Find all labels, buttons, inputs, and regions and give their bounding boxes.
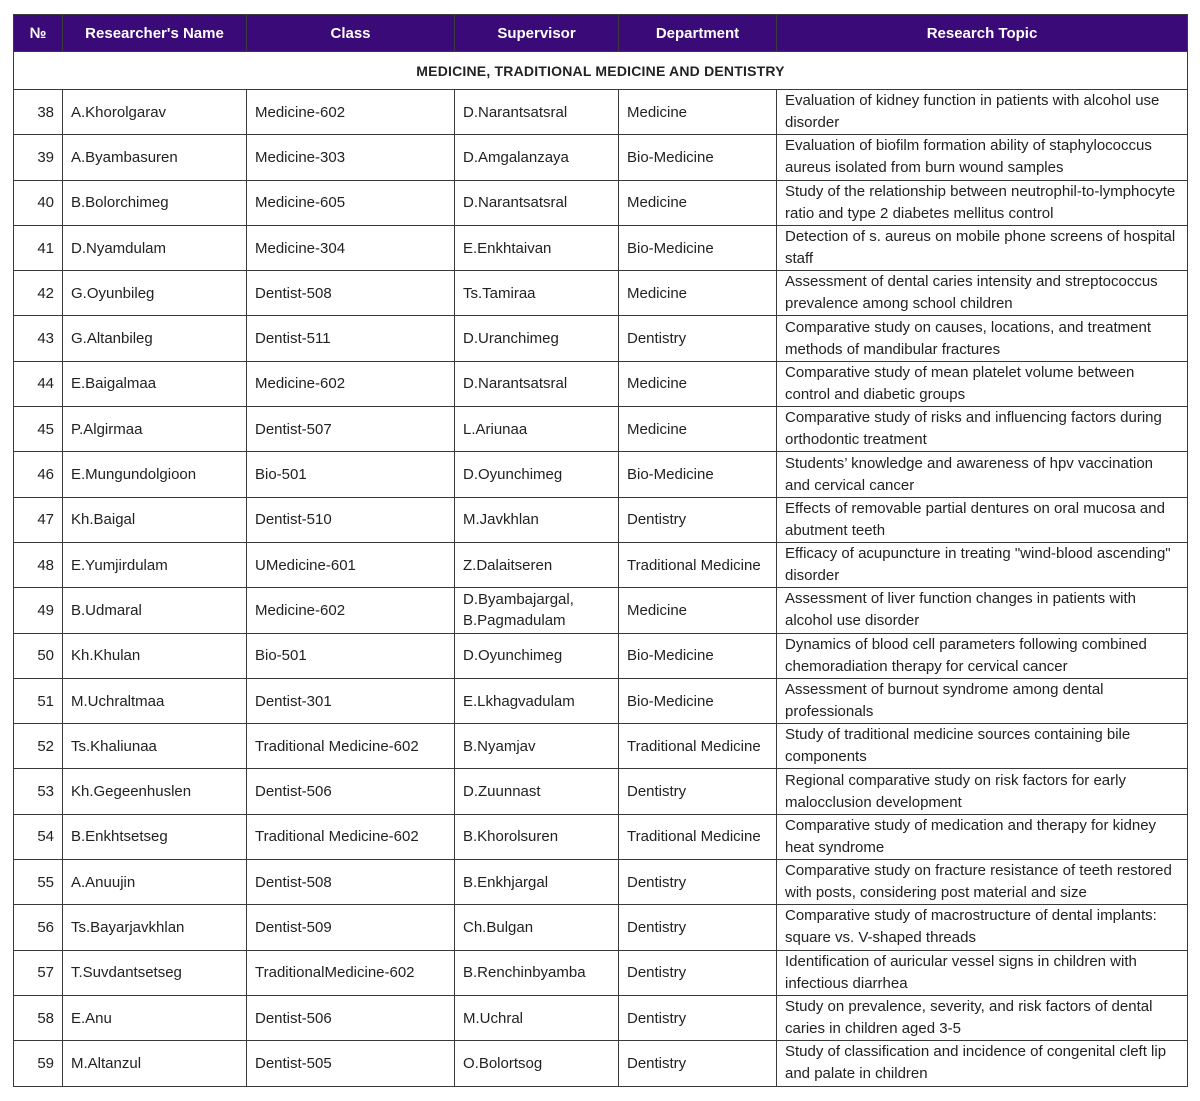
cell-research-topic: Comparative study of macrostructure of dental implants: square vs. V-shaped threads [777,905,1188,950]
cell-researcher-name: Ts.Bayarjavkhlan [63,905,247,950]
cell-research-topic: Detection of s. aureus on mobile phone screens of hospital staff [777,225,1188,270]
table-row [14,995,1188,1040]
cell-class: Medicine-602 [247,361,455,406]
section-title: MEDICINE, TRADITIONAL MEDICINE AND DENTISTRY [14,52,1188,90]
cell-research-topic: Students’ knowledge and awareness of hpv vaccination and cervical cancer [777,452,1188,497]
cell-class: Medicine-602 [247,90,455,135]
table-row [14,860,1188,905]
cell-number: 59 [14,1041,63,1086]
cell-researcher-name: D.Nyamdulam [63,225,247,270]
table-row [14,90,1188,135]
cell-department: Bio-Medicine [619,135,777,180]
cell-researcher-name: Kh.Khulan [63,633,247,678]
cell-department: Bio-Medicine [619,678,777,723]
cell-researcher-name: G.Oyunbileg [63,271,247,316]
cell-department: Bio-Medicine [619,633,777,678]
cell-research-topic: Study of traditional medicine sources containing bile components [777,724,1188,769]
cell-researcher-name: B.Bolorchimeg [63,180,247,225]
cell-researcher-name: G.Altanbileg [63,316,247,361]
table-body [14,52,1188,1087]
cell-department: Dentistry [619,497,777,542]
cell-research-topic: Study on prevalence, severity, and risk factors of dental caries in children aged 3-5 [777,995,1188,1040]
cell-class: Bio-501 [247,633,455,678]
cell-researcher-name: M.Altanzul [63,1041,247,1086]
cell-class: Medicine-304 [247,225,455,270]
cell-research-topic: Regional comparative study on risk factors for early malocclusion development [777,769,1188,814]
cell-supervisor: B.Khorolsuren [455,814,619,859]
cell-supervisor: D.Byambajargal, B.Pagmadulam [455,588,619,633]
cell-supervisor: D.Oyunchimeg [455,452,619,497]
table-row [14,724,1188,769]
cell-researcher-name: Ts.Khaliunaa [63,724,247,769]
cell-supervisor: Ts.Tamiraa [455,271,619,316]
cell-researcher-name: B.Udmaral [63,588,247,633]
cell-research-topic: Efficacy of acupuncture in treating "wind-blood ascending" disorder [777,542,1188,587]
cell-class: Medicine-602 [247,588,455,633]
table-row [14,225,1188,270]
cell-supervisor: L.Ariunaa [455,407,619,452]
cell-research-topic: Assessment of dental caries intensity and streptococcus prevalence among school children [777,271,1188,316]
cell-researcher-name: E.Baigalmaa [63,361,247,406]
table-row [14,316,1188,361]
cell-department: Medicine [619,180,777,225]
cell-supervisor: D.Uranchimeg [455,316,619,361]
cell-department: Dentistry [619,860,777,905]
cell-number: 58 [14,995,63,1040]
cell-number: 56 [14,905,63,950]
header-researcher-name: Researcher's Name [63,15,247,52]
cell-researcher-name: A.Khorolgarav [63,90,247,135]
cell-number: 53 [14,769,63,814]
cell-number: 39 [14,135,63,180]
cell-number: 50 [14,633,63,678]
cell-department: Dentistry [619,1041,777,1086]
cell-researcher-name: M.Uchraltmaa [63,678,247,723]
cell-number: 47 [14,497,63,542]
cell-supervisor: D.Narantsatsral [455,361,619,406]
cell-research-topic: Identification of auricular vessel signs in children with infectious diarrhea [777,950,1188,995]
cell-class: Dentist-509 [247,905,455,950]
cell-department: Medicine [619,588,777,633]
header-research-topic: Research Topic [777,15,1188,52]
table-row [14,361,1188,406]
cell-number: 48 [14,542,63,587]
cell-supervisor: D.Narantsatsral [455,90,619,135]
header-supervisor: Supervisor [455,15,619,52]
cell-number: 40 [14,180,63,225]
cell-department: Bio-Medicine [619,452,777,497]
cell-department: Medicine [619,361,777,406]
cell-supervisor: Z.Dalaitseren [455,542,619,587]
cell-class: Dentist-508 [247,860,455,905]
cell-researcher-name: A.Anuujin [63,860,247,905]
cell-class: Traditional Medicine-602 [247,724,455,769]
cell-research-topic: Comparative study of mean platelet volume between control and diabetic groups [777,361,1188,406]
research-table [13,14,1188,1087]
cell-supervisor: Ch.Bulgan [455,905,619,950]
cell-number: 49 [14,588,63,633]
cell-number: 41 [14,225,63,270]
table-row [14,588,1188,633]
cell-number: 55 [14,860,63,905]
cell-supervisor: B.Nyamjav [455,724,619,769]
cell-class: Dentist-510 [247,497,455,542]
cell-class: Dentist-301 [247,678,455,723]
table-row [14,542,1188,587]
cell-supervisor: D.Narantsatsral [455,180,619,225]
header-class: Class [247,15,455,52]
cell-supervisor: E.Lkhagvadulam [455,678,619,723]
cell-research-topic: Assessment of liver function changes in patients with alcohol use disorder [777,588,1188,633]
table-row [14,950,1188,995]
cell-researcher-name: Kh.Gegeenhuslen [63,769,247,814]
cell-supervisor: B.Enkhjargal [455,860,619,905]
cell-class: Medicine-303 [247,135,455,180]
cell-research-topic: Comparative study of medication and therapy for kidney heat syndrome [777,814,1188,859]
cell-department: Dentistry [619,769,777,814]
cell-department: Bio-Medicine [619,225,777,270]
cell-class: Medicine-605 [247,180,455,225]
cell-research-topic: Evaluation of kidney function in patients with alcohol use disorder [777,90,1188,135]
cell-class: Traditional Medicine-602 [247,814,455,859]
cell-number: 52 [14,724,63,769]
cell-supervisor: E.Enkhtaivan [455,225,619,270]
cell-department: Dentistry [619,950,777,995]
cell-supervisor: M.Uchral [455,995,619,1040]
cell-class: Dentist-507 [247,407,455,452]
table-row [14,1041,1188,1086]
cell-number: 44 [14,361,63,406]
cell-research-topic: Effects of removable partial dentures on oral mucosa and abutment teeth [777,497,1188,542]
cell-supervisor: D.Oyunchimeg [455,633,619,678]
cell-number: 46 [14,452,63,497]
table-row [14,497,1188,542]
table-row [14,905,1188,950]
table-row [14,271,1188,316]
cell-researcher-name: B.Enkhtsetseg [63,814,247,859]
cell-department: Dentistry [619,995,777,1040]
cell-researcher-name: Kh.Baigal [63,497,247,542]
cell-supervisor: D.Zuunnast [455,769,619,814]
cell-class: Dentist-505 [247,1041,455,1086]
cell-research-topic: Dynamics of blood cell parameters following combined chemoradiation therapy for cervical cancer [777,633,1188,678]
table-row [14,135,1188,180]
cell-department: Medicine [619,407,777,452]
cell-department: Traditional Medicine [619,724,777,769]
table-row [14,452,1188,497]
cell-department: Dentistry [619,905,777,950]
header-number: № [14,15,63,52]
cell-class: Dentist-506 [247,995,455,1040]
cell-number: 45 [14,407,63,452]
header-row [14,15,1188,52]
cell-number: 51 [14,678,63,723]
cell-research-topic: Study of classification and incidence of congenital cleft lip and palate in children [777,1041,1188,1086]
cell-number: 57 [14,950,63,995]
cell-class: Bio-501 [247,452,455,497]
table-row [14,407,1188,452]
cell-number: 54 [14,814,63,859]
cell-research-topic: Evaluation of biofilm formation ability of staphylococcus aureus isolated from burn wound samples [777,135,1188,180]
cell-research-topic: Comparative study of risks and influencing factors during orthodontic treatment [777,407,1188,452]
cell-research-topic: Comparative study on causes, locations, and treatment methods of mandibular fractures [777,316,1188,361]
header-department: Department [619,15,777,52]
cell-class: Dentist-511 [247,316,455,361]
cell-research-topic: Assessment of burnout syndrome among dental professionals [777,678,1188,723]
cell-number: 38 [14,90,63,135]
table-row [14,633,1188,678]
cell-department: Traditional Medicine [619,542,777,587]
cell-class: TraditionalMedicine-602 [247,950,455,995]
cell-department: Traditional Medicine [619,814,777,859]
cell-supervisor: O.Bolortsog [455,1041,619,1086]
table-row [14,678,1188,723]
cell-researcher-name: P.Algirmaa [63,407,247,452]
table-row [14,814,1188,859]
cell-number: 43 [14,316,63,361]
cell-research-topic: Comparative study on fracture resistance of teeth restored with posts, considering post material and size [777,860,1188,905]
table-row [14,769,1188,814]
cell-department: Medicine [619,90,777,135]
cell-class: Dentist-508 [247,271,455,316]
cell-researcher-name: E.Anu [63,995,247,1040]
table-header [14,15,1188,52]
table-row [14,180,1188,225]
cell-class: UMedicine-601 [247,542,455,587]
cell-research-topic: Study of the relationship between neutrophil-to-lymphocyte ratio and type 2 diabetes mellitus control [777,180,1188,225]
section-row [14,52,1188,90]
cell-supervisor: D.Amgalanzaya [455,135,619,180]
cell-researcher-name: A.Byambasuren [63,135,247,180]
cell-department: Dentistry [619,316,777,361]
cell-number: 42 [14,271,63,316]
cell-researcher-name: E.Yumjirdulam [63,542,247,587]
cell-supervisor: M.Javkhlan [455,497,619,542]
cell-researcher-name: T.Suvdantsetseg [63,950,247,995]
cell-supervisor: B.Renchinbyamba [455,950,619,995]
cell-researcher-name: E.Mungundolgioon [63,452,247,497]
cell-department: Medicine [619,271,777,316]
cell-class: Dentist-506 [247,769,455,814]
